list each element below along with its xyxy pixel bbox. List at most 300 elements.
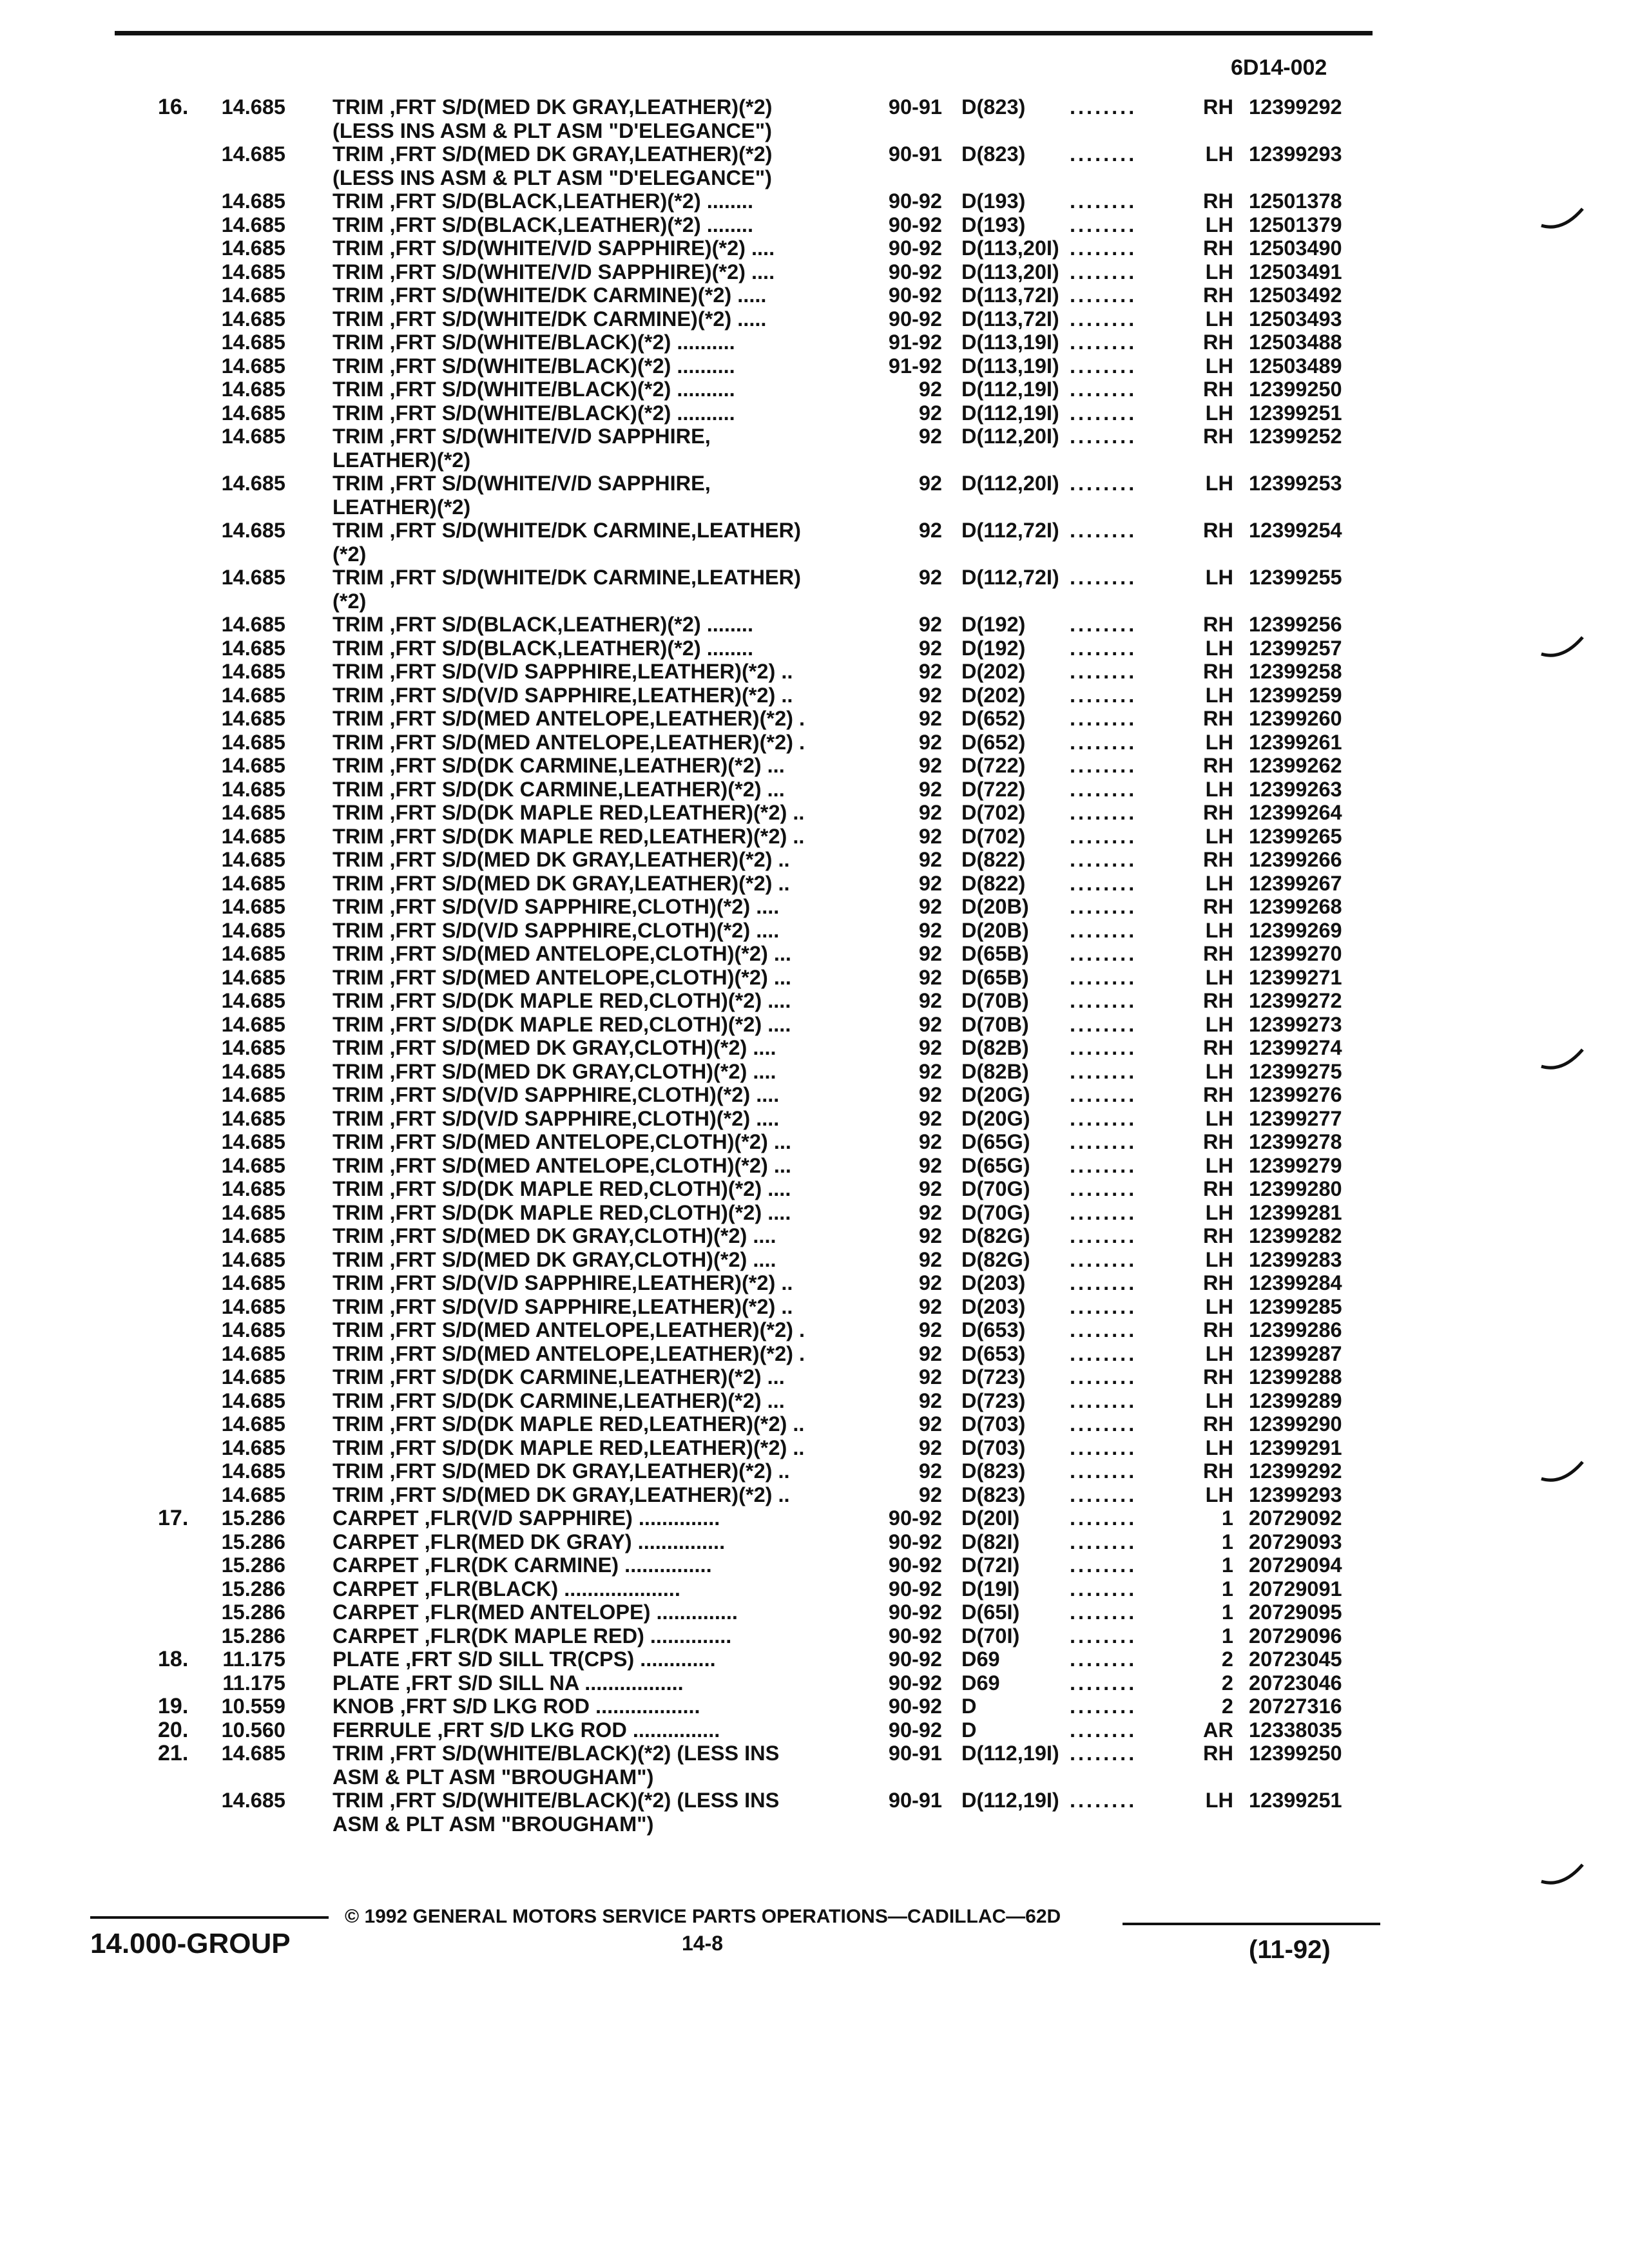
table-row — [0, 801, 1629, 825]
model-years: 92 — [918, 1459, 942, 1483]
part-number: 12503492 — [1249, 284, 1342, 307]
table-row — [0, 1553, 1629, 1577]
quantity: LH — [1205, 1153, 1233, 1177]
part-number: 12399291 — [1249, 1436, 1342, 1459]
table-row-continuation — [0, 1812, 1629, 1836]
dot-leader: ........ — [1070, 1153, 1137, 1177]
part-description: TRIM ,FRT S/D(MED DK GRAY,CLOTH)(*2) .... — [333, 1224, 776, 1247]
binder-mark-icon — [1540, 1047, 1585, 1073]
dot-leader: ........ — [1070, 730, 1137, 754]
quantity: LH — [1205, 260, 1233, 284]
model-years: 90-91 — [888, 1789, 942, 1812]
part-number: 12399292 — [1249, 1459, 1342, 1483]
part-description-continued: (*2) — [333, 542, 367, 566]
body-code: D(112,19I) — [961, 1742, 1059, 1765]
body-code: D(112,19I) — [961, 1789, 1059, 1812]
footer-rule-left — [90, 1916, 329, 1919]
model-years: 92 — [918, 965, 942, 989]
group-number: 14.685 — [221, 613, 285, 636]
parts-list — [0, 95, 1629, 1836]
table-row — [0, 354, 1629, 378]
quantity: 1 — [1221, 1600, 1233, 1624]
body-code: D(20B) — [961, 918, 1029, 942]
part-description: TRIM ,FRT S/D(MED DK GRAY,CLOTH)(*2) .... — [333, 1036, 776, 1059]
quantity: LH — [1205, 213, 1233, 236]
quantity: RH — [1203, 1224, 1233, 1247]
dot-leader: ........ — [1070, 378, 1137, 401]
model-years: 92 — [918, 1483, 942, 1506]
model-years: 92 — [918, 707, 942, 730]
table-row — [0, 1013, 1629, 1037]
body-code: D(113,19I) — [961, 354, 1059, 378]
table-row — [0, 848, 1629, 872]
quantity: RH — [1203, 95, 1233, 119]
quantity: RH — [1203, 1177, 1233, 1200]
quantity: LH — [1205, 777, 1233, 801]
item-number: 19. — [158, 1694, 189, 1718]
quantity: RH — [1203, 1318, 1233, 1341]
part-description: TRIM ,FRT S/D(MED ANTELOPE,CLOTH)(*2) ... — [333, 1153, 791, 1177]
body-code: D69 — [961, 1648, 1000, 1671]
model-years: 92 — [918, 1318, 942, 1341]
model-years: 92 — [918, 1224, 942, 1247]
dot-leader: ........ — [1070, 801, 1137, 824]
dot-leader: ........ — [1070, 1671, 1137, 1695]
model-years: 92 — [918, 824, 942, 848]
quantity: LH — [1205, 354, 1233, 378]
group-number: 14.685 — [221, 284, 285, 307]
part-number: 20729091 — [1249, 1577, 1342, 1600]
body-code: D(112,72I) — [961, 519, 1059, 542]
table-row — [0, 378, 1629, 401]
quantity: LH — [1205, 1483, 1233, 1506]
group-number: 14.685 — [221, 730, 285, 754]
part-description: TRIM ,FRT S/D(MED DK GRAY,LEATHER)(*2) — [333, 142, 773, 166]
dot-leader: ........ — [1070, 331, 1137, 354]
table-row — [0, 731, 1629, 754]
body-code: D(822) — [961, 848, 1026, 871]
model-years: 92 — [918, 1389, 942, 1412]
part-number: 12399269 — [1249, 918, 1342, 942]
part-description: CARPET ,FLR(MED ANTELOPE) .............. — [333, 1600, 738, 1624]
part-description-continued: (LESS INS ASM & PLT ASM "D'ELEGANCE") — [333, 166, 772, 189]
part-description: TRIM ,FRT S/D(DK MAPLE RED,LEATHER)(*2) .. — [333, 1412, 805, 1436]
table-row — [0, 942, 1629, 966]
part-description: TRIM ,FRT S/D(WHITE/DK CARMINE,LEATHER) — [333, 566, 801, 589]
group-number: 14.685 — [221, 1153, 285, 1177]
table-row — [0, 1695, 1629, 1718]
quantity: LH — [1205, 918, 1233, 942]
body-code: D(653) — [961, 1318, 1026, 1341]
part-number: 12399271 — [1249, 965, 1342, 989]
part-number: 12399267 — [1249, 871, 1342, 895]
dot-leader: ........ — [1070, 707, 1137, 730]
part-number: 20729093 — [1249, 1530, 1342, 1553]
part-number: 12399262 — [1249, 754, 1342, 777]
part-description: CARPET ,FLR(BLACK) .................... — [333, 1577, 680, 1600]
quantity: LH — [1205, 1247, 1233, 1271]
table-row — [0, 1483, 1629, 1507]
dot-leader: ........ — [1070, 613, 1137, 636]
part-number: 12399286 — [1249, 1318, 1342, 1341]
quantity: RH — [1203, 331, 1233, 354]
table-row — [0, 1177, 1629, 1201]
part-description: TRIM ,FRT S/D(V/D SAPPHIRE,LEATHER)(*2) .. — [333, 660, 793, 683]
model-years: 92 — [918, 871, 942, 895]
body-code: D(65B) — [961, 965, 1029, 989]
body-code: D(203) — [961, 1271, 1026, 1294]
part-number: 12503489 — [1249, 354, 1342, 378]
group-number: 15.286 — [221, 1553, 285, 1577]
part-description: TRIM ,FRT S/D(DK MAPLE RED,CLOTH)(*2) .... — [333, 1012, 791, 1036]
dot-leader: ........ — [1070, 425, 1137, 448]
table-row — [0, 1365, 1629, 1389]
part-description: TRIM ,FRT S/D(WHITE/BLACK)(*2) .......... — [333, 401, 735, 425]
body-code: D — [961, 1695, 977, 1718]
dot-leader: ........ — [1070, 1553, 1137, 1577]
table-row — [0, 1436, 1629, 1460]
table-row — [0, 895, 1629, 919]
footer-rule-right — [1123, 1923, 1380, 1925]
dot-leader: ........ — [1070, 472, 1137, 495]
group-number: 14.685 — [221, 1130, 285, 1153]
body-code: D(192) — [961, 636, 1026, 660]
table-row — [0, 872, 1629, 896]
table-row-continuation — [0, 495, 1629, 519]
group-number: 14.685 — [221, 307, 285, 331]
dot-leader: ........ — [1070, 1459, 1137, 1483]
model-years: 92 — [918, 566, 942, 589]
dot-leader: ........ — [1070, 213, 1137, 236]
body-code: D(702) — [961, 824, 1026, 848]
dot-leader: ........ — [1070, 1742, 1137, 1765]
table-row — [0, 284, 1629, 307]
dot-leader: ........ — [1070, 1247, 1137, 1271]
model-years: 90-92 — [888, 1648, 942, 1671]
part-description: TRIM ,FRT S/D(BLACK,LEATHER)(*2) ........ — [333, 636, 753, 660]
part-description: TRIM ,FRT S/D(MED DK GRAY,LEATHER)(*2) .. — [333, 1459, 790, 1483]
group-number: 10.560 — [221, 1718, 285, 1742]
group-number: 14.685 — [221, 1177, 285, 1200]
part-number: 12503490 — [1249, 236, 1342, 260]
part-number: 12399290 — [1249, 1412, 1342, 1436]
table-row — [0, 1742, 1629, 1765]
model-years: 90-91 — [888, 142, 942, 166]
group-number: 14.685 — [221, 142, 285, 166]
model-years: 92 — [918, 519, 942, 542]
model-years: 92 — [918, 472, 942, 495]
quantity: 1 — [1221, 1506, 1233, 1530]
quantity: AR — [1203, 1718, 1233, 1742]
body-code: D69 — [961, 1671, 1000, 1695]
model-years: 90-92 — [888, 307, 942, 331]
part-description: CARPET ,FLR(DK MAPLE RED) .............. — [333, 1624, 732, 1648]
dot-leader: ........ — [1070, 1483, 1137, 1506]
body-code: D(112,20I) — [961, 472, 1059, 495]
part-description-continued: LEATHER)(*2) — [333, 495, 471, 519]
dot-leader: ........ — [1070, 1365, 1137, 1389]
dot-leader: ........ — [1070, 895, 1137, 918]
dot-leader: ........ — [1070, 777, 1137, 801]
quantity: LH — [1205, 1012, 1233, 1036]
part-number: 12399259 — [1249, 683, 1342, 707]
part-description: TRIM ,FRT S/D(DK MAPLE RED,LEATHER)(*2) .. — [333, 824, 805, 848]
group-number: 14.685 — [221, 1389, 285, 1412]
quantity: RH — [1203, 1271, 1233, 1294]
model-years: 90-92 — [888, 1506, 942, 1530]
body-code: D(82G) — [961, 1224, 1030, 1247]
table-row — [0, 684, 1629, 707]
dot-leader: ........ — [1070, 189, 1137, 213]
part-number: 12399266 — [1249, 848, 1342, 871]
model-years: 92 — [918, 401, 942, 425]
part-description: TRIM ,FRT S/D(WHITE/DK CARMINE)(*2) ..... — [333, 307, 767, 331]
group-number: 10.559 — [221, 1695, 285, 1718]
part-description: TRIM ,FRT S/D(BLACK,LEATHER)(*2) ........ — [333, 213, 753, 236]
model-years: 92 — [918, 730, 942, 754]
part-description: TRIM ,FRT S/D(WHITE/BLACK)(*2) .......... — [333, 354, 735, 378]
part-description: TRIM ,FRT S/D(V/D SAPPHIRE,LEATHER)(*2) .. — [333, 1294, 793, 1318]
group-label: 14.000-GROUP — [90, 1928, 291, 1959]
dot-leader: ........ — [1070, 1318, 1137, 1341]
group-number: 14.685 — [221, 1083, 285, 1106]
part-description: TRIM ,FRT S/D(MED ANTELOPE,CLOTH)(*2) ... — [333, 942, 791, 965]
body-code: D(20B) — [961, 895, 1029, 918]
dot-leader: ........ — [1070, 1224, 1137, 1247]
part-description: TRIM ,FRT S/D(MED DK GRAY,LEATHER)(*2) — [333, 95, 773, 119]
part-description: TRIM ,FRT S/D(DK MAPLE RED,CLOTH)(*2) .... — [333, 1177, 791, 1200]
dot-leader: ........ — [1070, 660, 1137, 683]
table-row — [0, 1412, 1629, 1436]
quantity: RH — [1203, 989, 1233, 1012]
body-code: D(702) — [961, 801, 1026, 824]
table-row — [0, 1271, 1629, 1295]
table-row — [0, 754, 1629, 778]
part-description: TRIM ,FRT S/D(MED ANTELOPE,LEATHER)(*2) . — [333, 707, 805, 730]
body-code: D(203) — [961, 1294, 1026, 1318]
body-code: D(113,72I) — [961, 307, 1059, 331]
part-description: TRIM ,FRT S/D(DK CARMINE,LEATHER)(*2) ... — [333, 777, 785, 801]
group-number: 14.685 — [221, 824, 285, 848]
body-code: D(823) — [961, 1459, 1026, 1483]
part-number: 12399258 — [1249, 660, 1342, 683]
table-row — [0, 613, 1629, 637]
group-number: 14.685 — [221, 189, 285, 213]
part-description: TRIM ,FRT S/D(V/D SAPPHIRE,CLOTH)(*2) .... — [333, 918, 780, 942]
dot-leader: ........ — [1070, 1412, 1137, 1436]
group-number: 14.685 — [221, 660, 285, 683]
model-years: 91-92 — [888, 354, 942, 378]
group-number: 14.685 — [221, 1200, 285, 1224]
quantity: 1 — [1221, 1624, 1233, 1648]
quantity: RH — [1203, 942, 1233, 965]
quantity: RH — [1203, 754, 1233, 777]
binder-mark-icon — [1540, 1459, 1585, 1485]
quantity: RH — [1203, 660, 1233, 683]
part-description: TRIM ,FRT S/D(WHITE/DK CARMINE,LEATHER) — [333, 519, 801, 542]
body-code: D(70B) — [961, 1012, 1029, 1036]
dot-leader: ........ — [1070, 95, 1137, 119]
part-description: TRIM ,FRT S/D(MED ANTELOPE,LEATHER)(*2) . — [333, 1341, 805, 1365]
quantity: LH — [1205, 1059, 1233, 1083]
group-number: 14.685 — [221, 566, 285, 589]
table-row — [0, 1459, 1629, 1483]
part-number: 12399292 — [1249, 95, 1342, 119]
part-number: 12399263 — [1249, 777, 1342, 801]
group-number: 14.685 — [221, 1483, 285, 1506]
quantity: RH — [1203, 848, 1233, 871]
body-code: D(653) — [961, 1341, 1026, 1365]
part-number: 12399275 — [1249, 1059, 1342, 1083]
group-number: 14.685 — [221, 260, 285, 284]
model-years: 92 — [918, 378, 942, 401]
model-years: 90-92 — [888, 236, 942, 260]
table-row — [0, 566, 1629, 590]
binder-mark-icon — [1540, 635, 1585, 660]
part-description: TRIM ,FRT S/D(WHITE/DK CARMINE)(*2) ..... — [333, 284, 767, 307]
model-years: 90-92 — [888, 1530, 942, 1553]
body-code: D — [961, 1718, 977, 1742]
part-description: TRIM ,FRT S/D(WHITE/BLACK)(*2) .......... — [333, 331, 735, 354]
group-number: 14.685 — [221, 354, 285, 378]
group-number: 14.685 — [221, 1365, 285, 1389]
group-number: 14.685 — [221, 965, 285, 989]
group-number: 14.685 — [221, 754, 285, 777]
table-row-continuation — [0, 590, 1629, 613]
dot-leader: ........ — [1070, 1012, 1137, 1036]
dot-leader: ........ — [1070, 1530, 1137, 1553]
part-number: 20727316 — [1249, 1695, 1342, 1718]
body-code: D(112,19I) — [961, 401, 1059, 425]
body-code: D(82B) — [961, 1059, 1029, 1083]
part-number: 12399268 — [1249, 895, 1342, 918]
body-code: D(193) — [961, 213, 1026, 236]
body-code: D(722) — [961, 754, 1026, 777]
dot-leader: ........ — [1070, 1036, 1137, 1059]
group-number: 15.286 — [221, 1530, 285, 1553]
part-number: 12399289 — [1249, 1389, 1342, 1412]
binder-mark-icon — [1540, 206, 1585, 232]
model-years: 92 — [918, 683, 942, 707]
dot-leader: ........ — [1070, 1506, 1137, 1530]
group-number: 14.685 — [221, 1742, 285, 1765]
quantity: LH — [1205, 1436, 1233, 1459]
model-years: 92 — [918, 754, 942, 777]
group-number: 14.685 — [221, 1341, 285, 1365]
body-code: D(82I) — [961, 1530, 1020, 1553]
part-description: TRIM ,FRT S/D(DK MAPLE RED,CLOTH)(*2) .... — [333, 1200, 791, 1224]
table-row-continuation — [0, 166, 1629, 190]
group-number: 11.175 — [222, 1671, 285, 1695]
part-number: 12399254 — [1249, 519, 1342, 542]
model-years: 92 — [918, 1412, 942, 1436]
part-number: 12501378 — [1249, 189, 1342, 213]
table-row — [0, 1506, 1629, 1530]
part-number: 12503491 — [1249, 260, 1342, 284]
dot-leader: ........ — [1070, 636, 1137, 660]
group-number: 14.685 — [221, 848, 285, 871]
model-years: 92 — [918, 801, 942, 824]
group-number: 14.685 — [221, 472, 285, 495]
table-row — [0, 1671, 1629, 1695]
dot-leader: ........ — [1070, 871, 1137, 895]
body-code: D(72I) — [961, 1553, 1020, 1577]
quantity: 2 — [1221, 1695, 1233, 1718]
part-number: 12399260 — [1249, 707, 1342, 730]
part-description: CARPET ,FLR(V/D SAPPHIRE) .............. — [333, 1506, 720, 1530]
part-description: FERRULE ,FRT S/D LKG ROD ............... — [333, 1718, 720, 1742]
body-code: D(20G) — [961, 1083, 1030, 1106]
item-number: 21. — [158, 1741, 189, 1765]
body-code: D(20G) — [961, 1106, 1030, 1130]
dot-leader: ........ — [1070, 942, 1137, 965]
part-number: 12399288 — [1249, 1365, 1342, 1389]
part-number: 12399250 — [1249, 1742, 1342, 1765]
table-row — [0, 1789, 1629, 1812]
dot-leader: ........ — [1070, 1106, 1137, 1130]
part-description: TRIM ,FRT S/D(V/D SAPPHIRE,CLOTH)(*2) .... — [333, 895, 780, 918]
quantity: LH — [1205, 1789, 1233, 1812]
part-number: 12399273 — [1249, 1012, 1342, 1036]
body-code: D(65G) — [961, 1153, 1030, 1177]
model-years: 90-92 — [888, 1553, 942, 1577]
quantity: RH — [1203, 425, 1233, 448]
dot-leader: ........ — [1070, 1436, 1137, 1459]
table-row — [0, 260, 1629, 284]
dot-leader: ........ — [1070, 1577, 1137, 1600]
body-code: D(70G) — [961, 1177, 1030, 1200]
part-number: 12399270 — [1249, 942, 1342, 965]
part-number: 12399281 — [1249, 1200, 1342, 1224]
quantity: RH — [1203, 189, 1233, 213]
model-years: 92 — [918, 1247, 942, 1271]
table-row — [0, 1577, 1629, 1601]
model-years: 92 — [918, 1036, 942, 1059]
model-years: 92 — [918, 1271, 942, 1294]
group-number: 14.685 — [221, 1271, 285, 1294]
dot-leader: ........ — [1070, 236, 1137, 260]
body-code: D(823) — [961, 95, 1026, 119]
table-row-continuation — [0, 448, 1629, 472]
page-number: 14-8 — [682, 1932, 724, 1955]
dot-leader: ........ — [1070, 989, 1137, 1012]
part-number: 12399280 — [1249, 1177, 1342, 1200]
table-row — [0, 1600, 1629, 1624]
body-code: D(65G) — [961, 1130, 1030, 1153]
part-description-continued: ASM & PLT ASM "BROUGHAM") — [333, 1765, 654, 1789]
table-row — [0, 919, 1629, 943]
quantity: LH — [1205, 636, 1233, 660]
group-number: 15.286 — [221, 1506, 285, 1530]
dot-leader: ........ — [1070, 566, 1137, 589]
part-description: TRIM ,FRT S/D(WHITE/V/D SAPPHIRE, — [333, 425, 711, 448]
table-row — [0, 1201, 1629, 1225]
quantity: LH — [1205, 401, 1233, 425]
part-description-continued: (*2) — [333, 589, 367, 613]
body-code: D(703) — [961, 1436, 1026, 1459]
item-number: 18. — [158, 1647, 189, 1671]
table-row — [0, 1248, 1629, 1272]
quantity: RH — [1203, 1365, 1233, 1389]
quantity: 1 — [1221, 1577, 1233, 1600]
quantity: RH — [1203, 613, 1233, 636]
part-number: 12399278 — [1249, 1130, 1342, 1153]
part-number: 12399264 — [1249, 801, 1342, 824]
model-years: 90-92 — [888, 260, 942, 284]
dot-leader: ........ — [1070, 918, 1137, 942]
group-number: 14.685 — [221, 1789, 285, 1812]
table-row — [0, 331, 1629, 354]
